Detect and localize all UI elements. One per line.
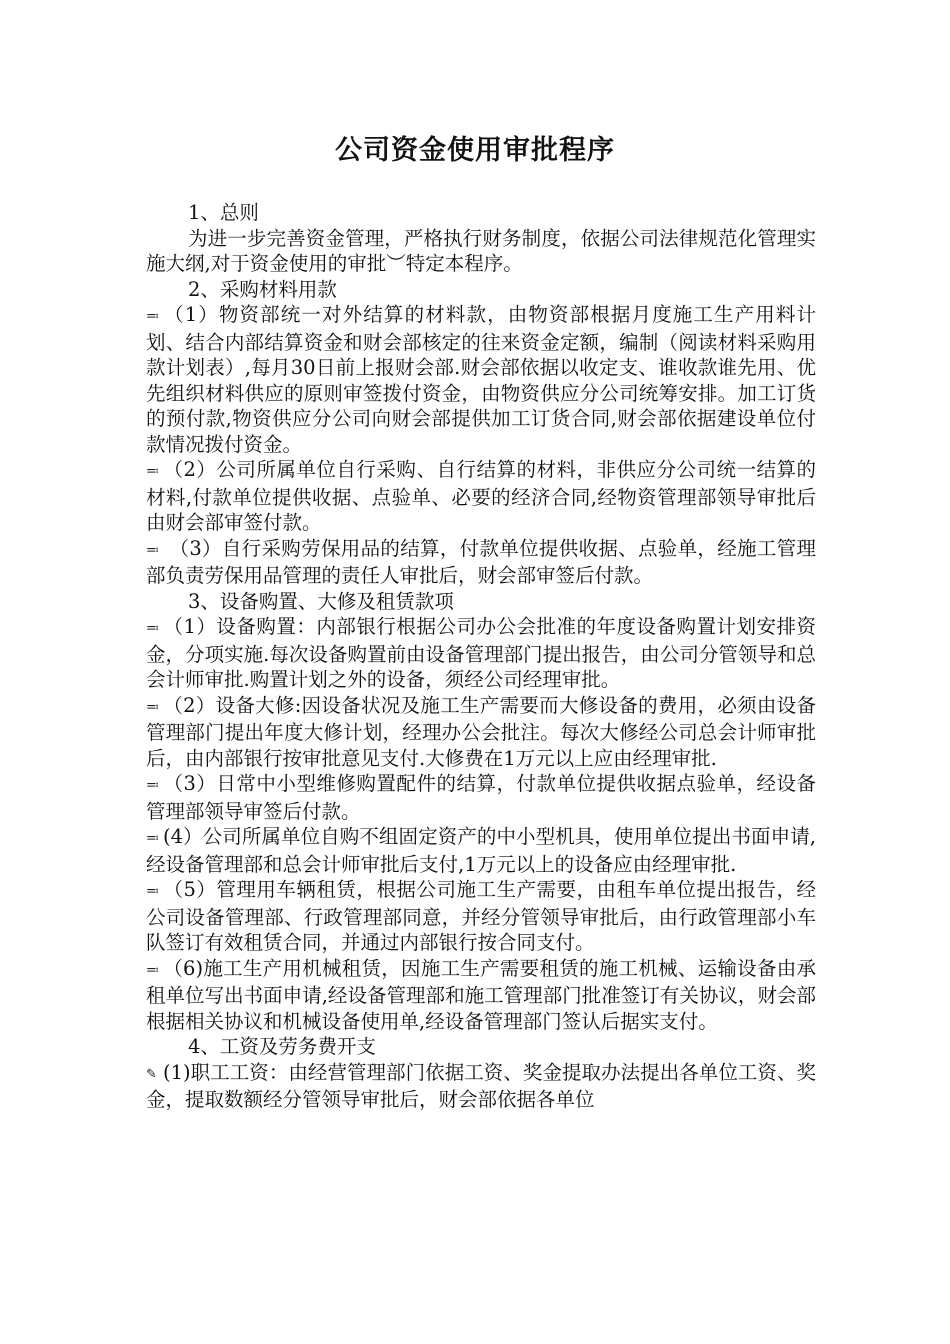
list-item-text: （1）物资部统一对外结算的材料款，由物资部根据月度施工生产用料计划、结合内部结算资金和财会部核定的往来资金定额，编制（阅读材料采购用款计划表）,每月30日前上报财会部.财会部依据以收定支、谁收款谁先用、优先组织材料供应的原则审签拨付资金，由物资供应分公司统筹安排。加工订货的预付款,物资供应分公司向财会部提供加工订货合同,财会部依据建设单位付款情况拨付资金。 (146, 303, 816, 456)
bullet-mark-icon: ≕ (146, 464, 159, 479)
bullet-mark-icon: ≕ (146, 831, 159, 846)
bullet-mark-icon: ≕ (146, 778, 159, 793)
list-item-text: （2）设备大修:因设备状况及施工生产需要而大修设备的费用，必须由设备管理部门提出年度大修计划，经理办公会批注。每次大修经公司总会计师审批后，由内部银行按审批意见支付.大修费在1万元以上应由经理审批. (146, 693, 816, 770)
document-body (146, 200, 816, 1113)
list-item (146, 1060, 816, 1113)
section-heading (146, 200, 816, 226)
list-item (146, 693, 816, 772)
list-item (146, 536, 816, 589)
list-item (146, 956, 816, 1035)
bullet-mark-icon: ≕ (146, 309, 159, 324)
list-item (146, 457, 816, 536)
bullet-mark-icon: ≕ (146, 542, 159, 558)
section-heading (146, 277, 816, 303)
list-item-text: (4）公司所属单位自购不组固定资产的中小型机具，使用单位提出书面申请,经设备管理部和总会计师审批后支付,1万元以上的设备应由经理审批. (146, 825, 816, 876)
list-item (146, 771, 816, 824)
list-item-text: （3）自行采购劳保用品的结算，付款单位提供收据、点验单，经施工管理部负责劳保用品管理的责任人审批后，财会部审签后付款。 (146, 536, 816, 587)
bullet-mark-icon: ≕ (146, 699, 159, 715)
page-title: 公司资金使用审批程序 (335, 135, 615, 166)
bullet-mark-icon: ≕ (146, 621, 159, 636)
section-heading-text: 4、工资及劳务费开支 (188, 1035, 376, 1058)
section-heading-text: 3、设备购置、大修及租赁款项 (188, 589, 454, 613)
bullet-mark-icon: ≕ (146, 962, 159, 978)
list-item-text: （2）公司所属单位自行采购、自行结算的材料，非供应分公司统一结算的材料,付款单位提供收据、点验单、必要的经济合同,经物资管理部领导审批后由财会部审签付款。 (146, 458, 816, 534)
list-item-text: （5）管理用车辆租赁，根据公司施工生产需要，由租车单位提出报告，经公司设备管理部、行政管理部同意，并经分管领导审批后，由行政管理部小车队签订有效租赁合同，并通过内部银行按合同支付。 (146, 878, 816, 954)
section-heading-text: 2、采购材料用款 (188, 277, 337, 301)
list-item (146, 614, 816, 693)
list-item-text: （6)施工生产用机械租赁，因施工生产需要租赁的施工机械、运输设备由承租单位写出书面申请,经设备管理部和施工管理部门批准签订有关协议，财会部根据相关协议和机械设备使用单,经设备管理部门签认后据实支付。 (146, 956, 816, 1033)
section-heading (146, 589, 816, 615)
section-heading (146, 1034, 816, 1060)
list-item (146, 877, 816, 956)
bullet-mark-icon: ✎ (146, 1066, 157, 1082)
list-item (146, 302, 816, 457)
list-item-text: （1）设备购置：内部银行根据公司办公会批准的年度设备购置计划安排资金，分项实施.每次设备购置前由设备管理部门提出报告，由公司分管领导和总会计师审批.购置计划之外的设备，须经公司经理审批。 (146, 615, 816, 691)
list-item-text: (1)职工工资：由经营管理部门依据工资、奖金提取办法提出各单位工资、奖金，提取数额经分管领导审批后，财会部依据各单位 (146, 1060, 816, 1111)
bullet-mark-icon: ≕ (146, 884, 159, 899)
section-heading-text: 1、总则 (188, 201, 259, 224)
list-item-text: （3）日常中小型维修购置配件的结算，付款单位提供收据点验单，经设备管理部领导审签后付款。 (146, 772, 816, 823)
intro-paragraph: 为进一步完善资金管理，严格执行财务制度，依据公司法律规范化管理实施大纲,对于资金使用的审批︶特定本程序。 (146, 226, 816, 275)
list-item (146, 824, 816, 877)
